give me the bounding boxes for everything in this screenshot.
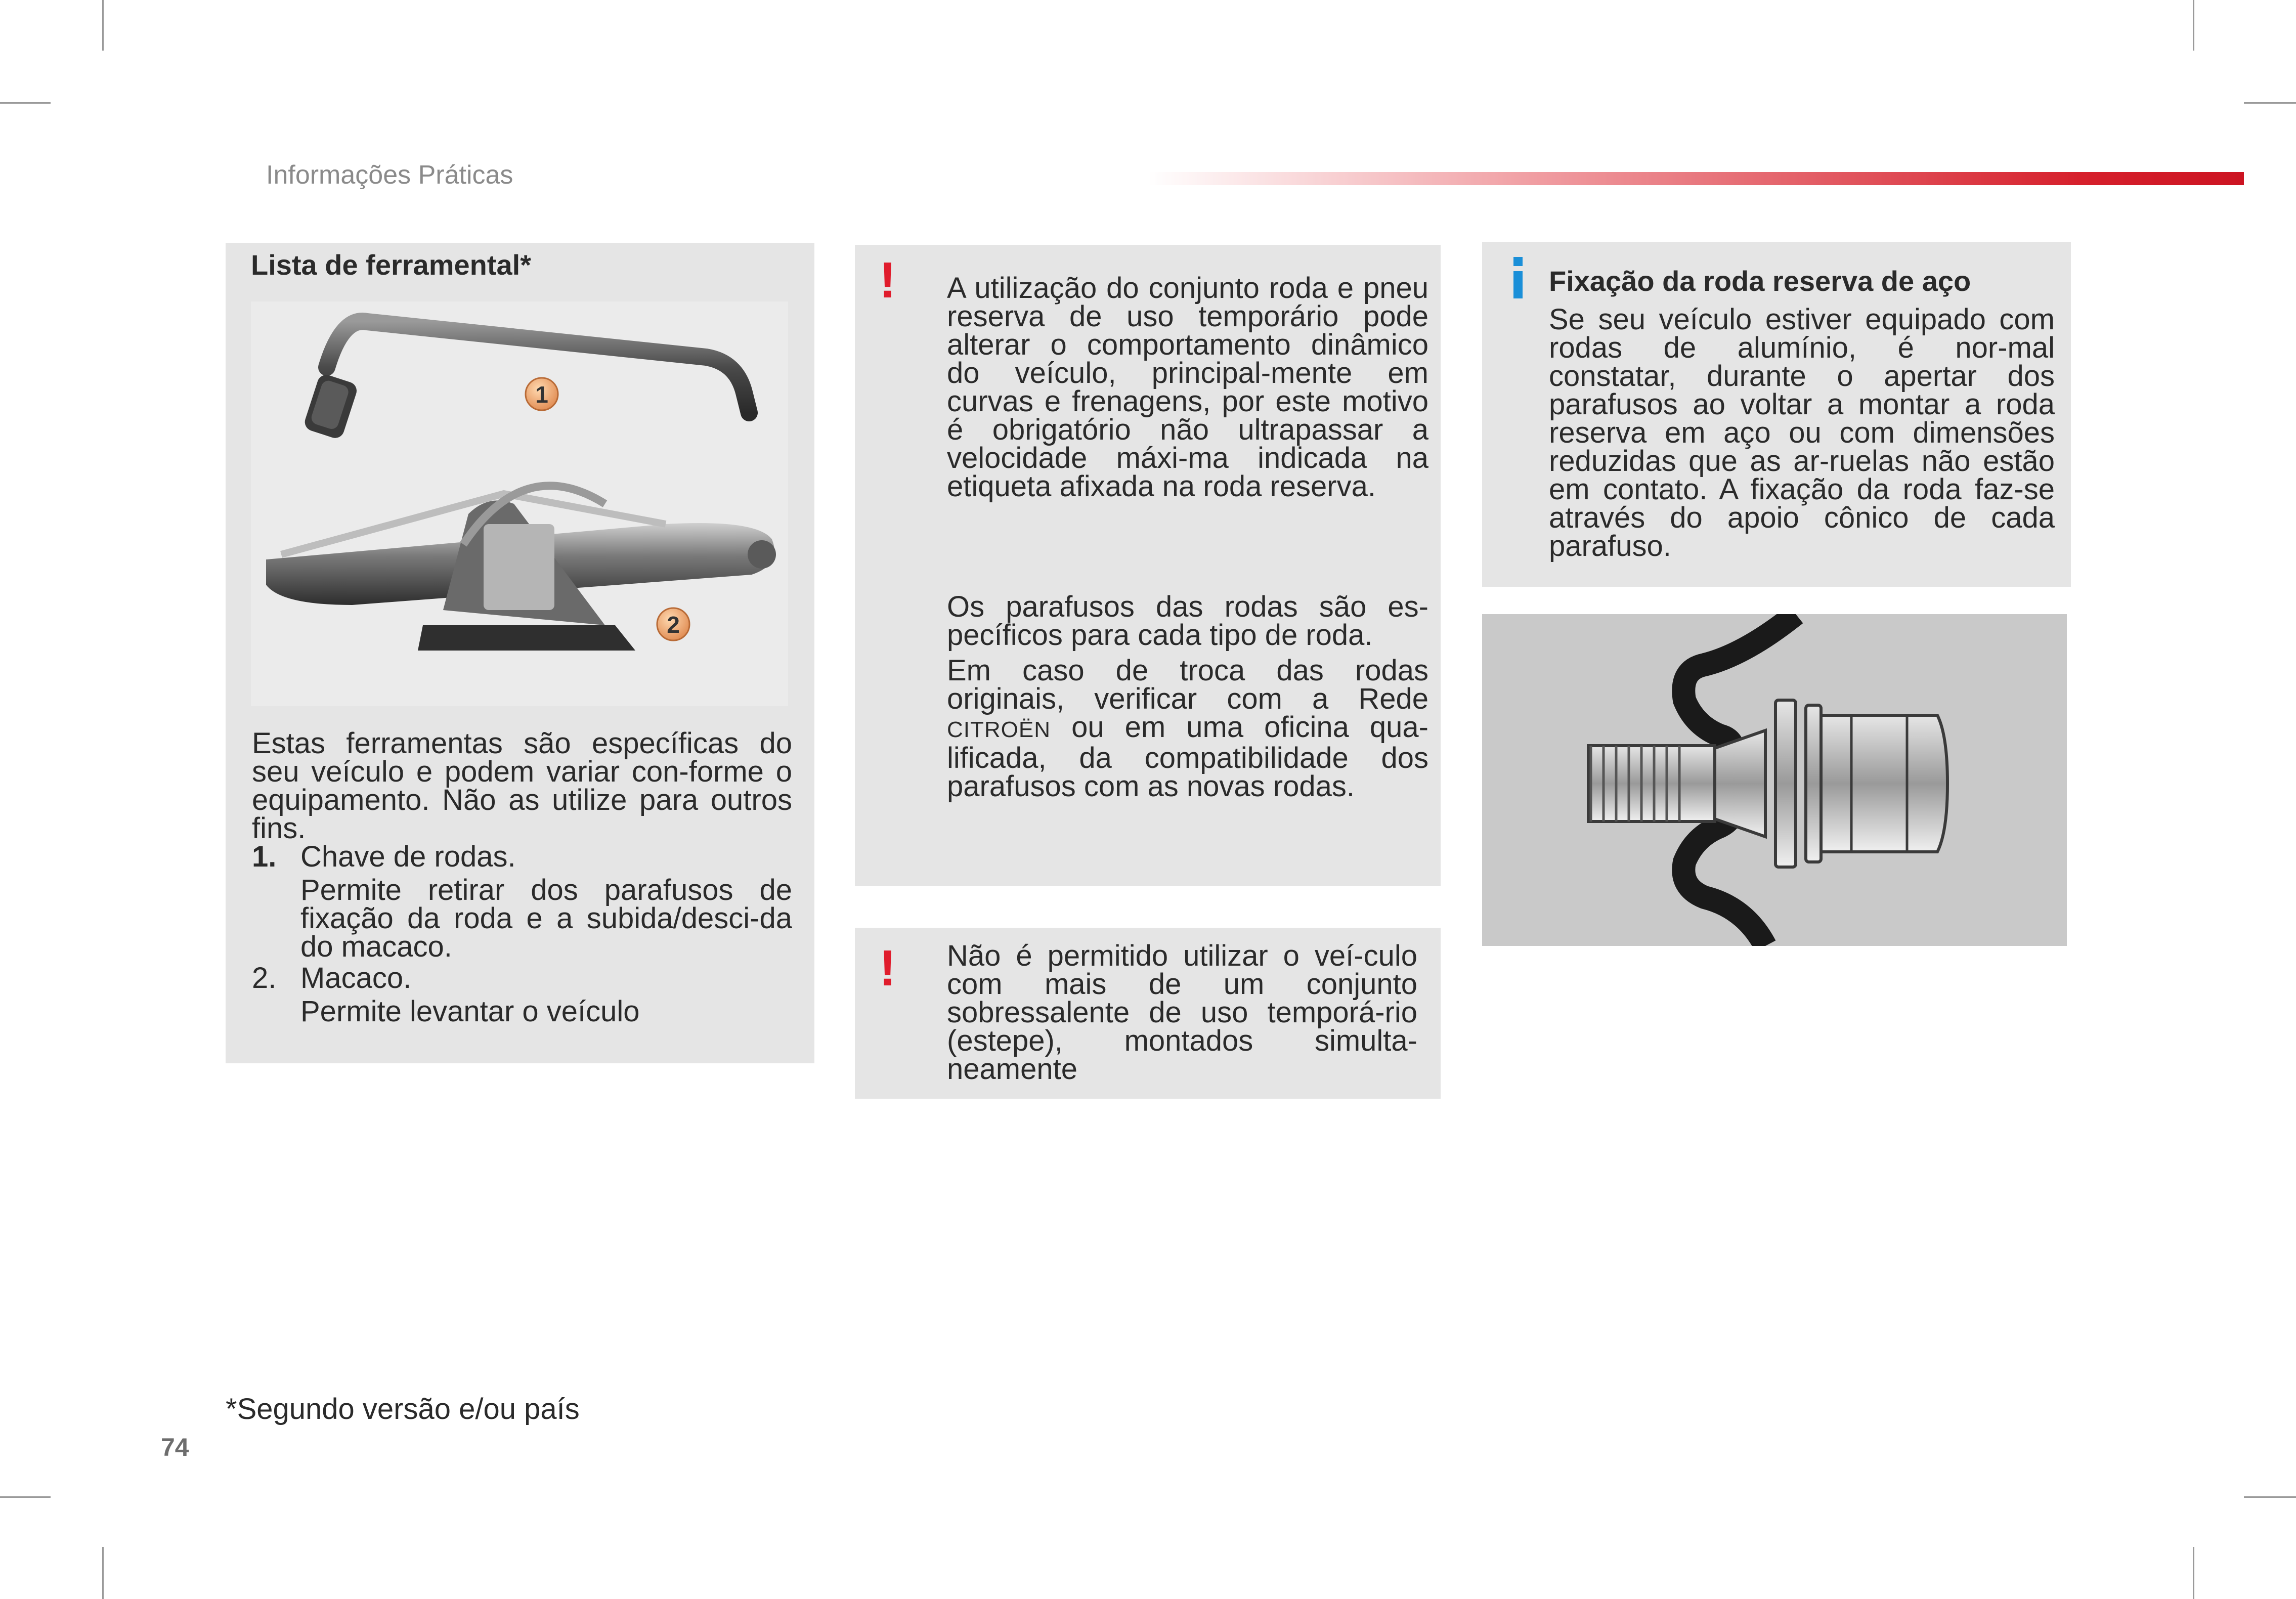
list-item-number: 2. [252, 962, 277, 995]
wheel-wrench-icon [302, 321, 749, 440]
warning-icon: ! [879, 252, 896, 309]
list-item-name: Macaco. [300, 962, 412, 995]
list-item-desc: Permite levantar o veículo [300, 995, 640, 1028]
crop-mark [102, 0, 104, 51]
warning-paragraph-2: Os parafusos das rodas são es-pecíficos para cada tipo de roda. [947, 590, 1428, 652]
tools-illustration [251, 301, 788, 706]
tools-title: Lista de ferramental* [251, 249, 531, 281]
bolt-illustration [1482, 614, 2067, 946]
info-text: Se seu veículo estiver equipado com rodas de alumínio, é nor-mal constatar, durante o apertar dos parafusos ao voltar a montar a roda reserva em aço ou com dimensões reduzidas que as ar-ruelas não estão em contato. A fixação da roda faz-se através do apoio cônico de cada parafuso. [1549, 303, 2055, 563]
warning-paragraph-1: A utilização do conjunto roda e pneu reserva de uso temporário pode alterar o comportamento dinâmico do veículo, principal-mente em curvas e frenagens, por este motivo é obrigatório não ultrapassar a velocidade máxi-ma indicada na etiqueta afixada na roda reserva. [947, 272, 1428, 503]
header-gradient-bar [1148, 172, 2244, 185]
tools-intro: Estas ferramentas são específicas do seu veículo e podem variar con-forme o equipamento. Não as utilize para outros fins. [252, 727, 792, 845]
tools-illustration-svg [251, 301, 788, 706]
section-title: Informações Práticas [266, 160, 513, 190]
info-title: Fixação da roda reserva de aço [1549, 265, 1971, 297]
warning-text: Não é permitido utilizar o veí-culo com mais de um conjunto sobressalente de uso temporá-rio (estepe), montados simulta-neamente [947, 939, 1417, 1086]
tools-box [226, 243, 814, 1063]
jack-icon [266, 486, 776, 651]
info-icon-stem [1513, 271, 1523, 298]
crop-mark [2244, 102, 2296, 104]
warning-paragraph-3-start: Em caso de troca das rodas originais, verificar com a Rede [947, 654, 1428, 715]
info-icon [1510, 257, 1526, 302]
crop-mark [2193, 1547, 2194, 1599]
info-icon-dot [1513, 257, 1523, 266]
crop-mark [0, 102, 51, 104]
warning-paragraph-3 [947, 654, 1428, 803]
callout-badge-1 [526, 378, 558, 410]
warning-paragraph-3-end: ou em uma oficina qua-lificada, da compatibilidade dos parafusos com as novas rodas. [947, 711, 1428, 803]
crop-mark [2193, 0, 2194, 51]
crop-mark [0, 1496, 51, 1498]
page-number: 74 [161, 1433, 189, 1461]
warning-icon: ! [879, 940, 896, 997]
wheel-bolt-icon [1588, 700, 1947, 867]
bolt-illustration-svg [1482, 614, 2067, 946]
crop-mark [102, 1547, 104, 1599]
tools-list [252, 840, 792, 1035]
callout-1-label: 1 [535, 381, 548, 408]
brand-name: CITROËN [947, 717, 1051, 742]
list-item [252, 964, 792, 1035]
list-item-desc: Permite retirar dos parafusos de fixação da roda e a subida/desci-da do macaco. [300, 874, 792, 963]
footnote: *Segundo versão e/ou país [226, 1393, 580, 1425]
list-item [252, 840, 792, 964]
warning-box-bottom [855, 928, 1441, 1099]
list-item-number: 1. [252, 840, 277, 873]
crop-mark [2244, 1496, 2296, 1498]
callout-badge-2 [657, 608, 689, 640]
info-box [1482, 242, 2071, 587]
warning-box-top [855, 245, 1441, 886]
list-item-name: Chave de rodas. [300, 840, 516, 873]
callout-2-label: 2 [667, 612, 680, 638]
